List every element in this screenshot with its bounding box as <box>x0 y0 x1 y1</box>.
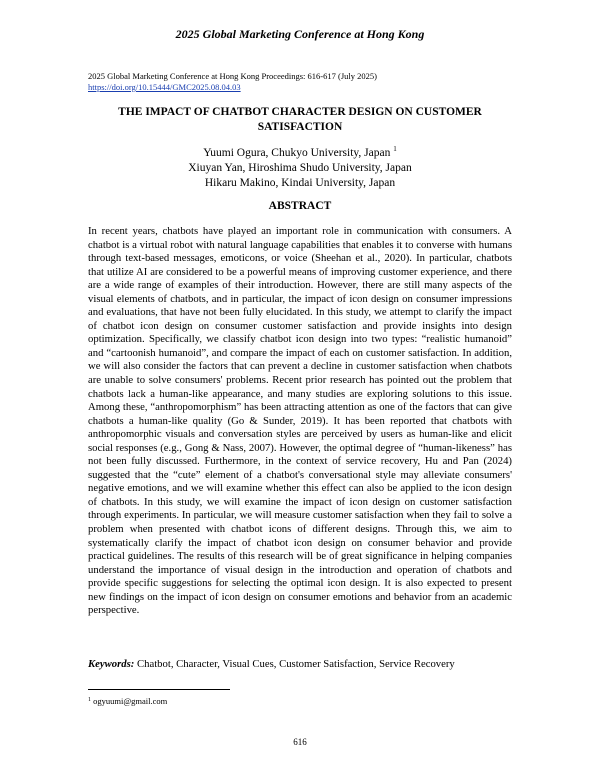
proceedings-info <box>88 71 377 93</box>
footnote-divider <box>88 689 230 690</box>
abstract-heading: ABSTRACT <box>268 200 332 212</box>
author-line <box>88 146 512 161</box>
footnote-email: ogyuumi@gmail.com <box>93 696 168 706</box>
author-line: Hikaru Makino, Kindai University, Japan <box>204 177 396 189</box>
keywords-list: Chatbot, Character, Visual Cues, Customer Satisfaction, Service Recovery <box>136 658 455 670</box>
proceedings-citation: 2025 Global Marketing Conference at Hong Kong Proceedings: 616-617 (July 2025) <box>88 71 377 81</box>
footnote-number: 1 <box>88 697 91 703</box>
keywords <box>88 657 518 671</box>
footnote-mark: 1 <box>393 145 397 153</box>
abstract-text: In recent years, chatbots have played an important role in communication with consumers. A chatbot is a virtual robot with natural language capabilities that enables it to converse with humans through text-based messages, emoticons, or voice (Sheehan et al., 2020). In particular, chatbots that utilize AI are considered to be a powerful means of improving customer experience, and there are a wide range of examples of their introduction. However, there are still many aspects of the visual elements of chatbots, and in particular, the impact of icon design on consumer impressions and evaluations, that have not been fully elucidated. In this study, we attempt to clarify the impact of chatbot icon design on consumer customer satisfaction and provide insights into design optimization. Specifically, we classify chatbot icon design into two types: “realistic humanoid” and “cartoonish humanoid”, and compare the impact of each on customer satisfaction. In addition, we will also consider the factors that can prevent a decline in customer satisfaction when chatbots are unable to solve consumers' problems. Recent prior research has pointed out the problem that chatbots lack a human-like appearance, and many studies are exploring solutions to this issue. Among these, “anthropomorphism” has been attracting attention as one of the factors that can give chatbots a human-like quality (Go & Sunder, 2019). It has been reported that chatbots with anthropomorphic visuals and conversation styles are perceived by users as human-like and elicit social responses (e.g., Gong & Nass, 2007). However, the optimal degree of “human-likeness” has not been fully discussed. Furthermore, in the context of service recovery, Hu and Pan (2024) suggested that the “cute” element of a chatbot's conversational style may alleviate consumers' negative emotions, and we will examine whether this effect can also be applied to the icon design of chatbots. In this study, we will examine the impact of icon design on customer satisfaction through experiments. In particular, we will measure customer satisfaction when they fail to solve a problem when presented with chatbot icons of different designs. Through this, we aim to systematically clarify the impact of chatbot icon design on consumer behavior and provide practical guidelines. The results of this research will be of great significance in helping companies understand the importance of visual design in the introduction and operation of chatbots and provide specific suggestions for selecting the optimal icon design. It is also expected to present new findings on the impact of icon design on consumer emotions and behavior from an academic perspective. <box>88 225 512 617</box>
author-list <box>88 146 512 191</box>
author-line: Xiuyan Yan, Hiroshima Shudo University, Japan <box>188 162 412 174</box>
footnote <box>88 696 167 706</box>
page-number: 616 <box>293 737 307 747</box>
paper-title: THE IMPACT OF CHATBOT CHARACTER DESIGN ON CUSTOMER SATISFACTION <box>118 106 482 133</box>
conference-header: 2025 Global Marketing Conference at Hong Kong <box>175 27 425 41</box>
doi-link[interactable]: https://doi.org/10.15444/GMC2025.08.04.03 <box>88 82 241 92</box>
author-text: Yuumi Ogura, Chukyo University, Japan <box>203 147 391 159</box>
keywords-label: Keywords: <box>88 658 135 670</box>
